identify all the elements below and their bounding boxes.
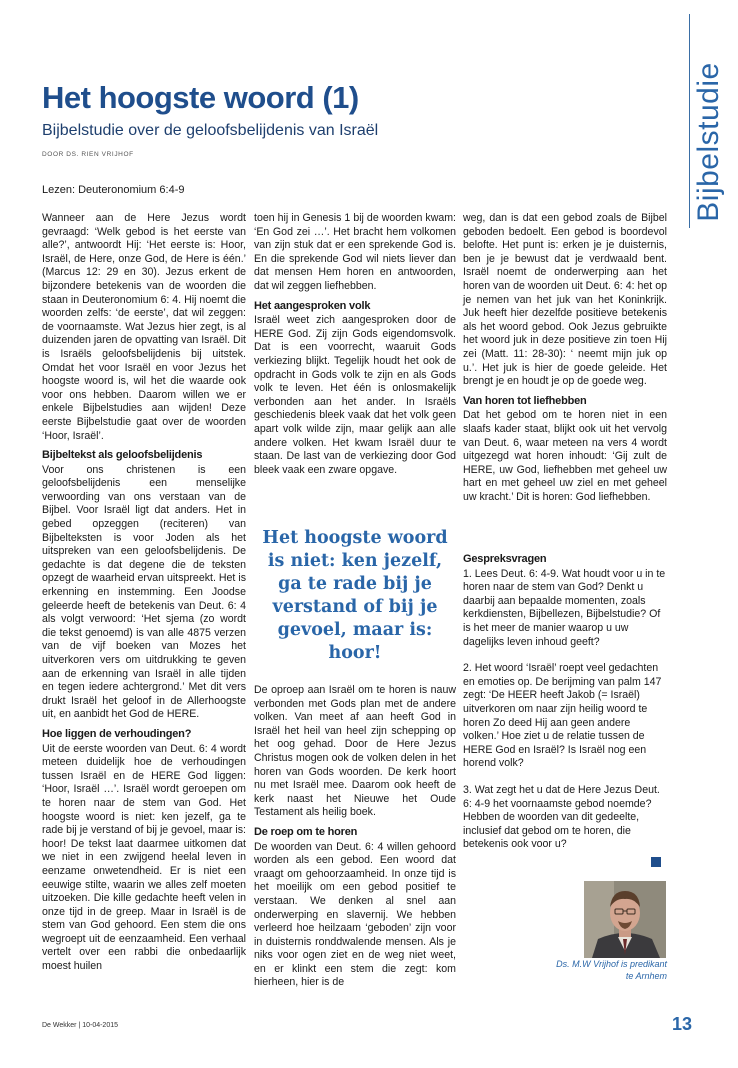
article-title: Het hoogste woord (1)	[42, 80, 359, 115]
discussion-questions	[463, 553, 667, 865]
photo-caption	[470, 959, 667, 982]
paragraph: weg, dan is dat een gebod zoals de Bijbel geboden bedoelt. Een gebod is boordevol belofte. Het punt is: erken je je duisternis, ben je je bewust dat je verdwaald bent. Israël noemt de onderwerping aan het horen van de woorden uit Deut. 6: 4: het op je nemen van het juk van het Koninkrijk. Juk heeft hier dezelfde positieve betekenis als het woord gebod. Ook Jezus gebruikte het woord juk in deze positieve zin toen Hij zei (Matt. 11: 28-30): ‘ neemt mijn juk op u.’. Het juk is hier de goede geleide. Het brengt je en houdt je op de goede weg.	[463, 212, 667, 388]
paragraph: toen hij in Genesis 1 bij de woorden kwam: ‘En God zei …’. Het bracht hem volkomen van zijn stuk dat er een sprekende God is. En die sprekende God wil niets liever dan dat mensen Hem horen en antwoorden, dat wil zeggen liefhebben.	[254, 212, 456, 292]
paragraph: De woorden van Deut. 6: 4 willen gehoord worden als een gebod. Een woord dat vraagt om gehoorzaamheid. In onze tijd is het moeilijk om een gebod positief te verstaan. We denken al snel aan onderwerping en slavernij. We hebben verleerd hoe heilzaam ‘geboden’ zijn voor in duisternis ronddwalende mensen. Als je niks voor ogen ziet en de weg niet weet, en er klinkt een stem die zegt: kom hierheen, hier is de	[254, 840, 456, 989]
column-2	[254, 212, 456, 477]
paragraph: Wanneer aan de Here Jezus wordt gevraagd: ‘Welk gebod is het eerste van alle?’, antwoordt Hij: ‘Het eerste is: Hoor, Israël, de Here, onze God, de Here is één.’ (Marcus 12: 29 en 30). Jezus erkent de bijzondere betekenis van de woorden die staan in Deuteronomium 6: 4. Hij noemt die woorden zelfs: ‘de eerste’, dat wil zeggen: de voornaamste. Wat Jezus hier zegt, is al duizenden jaren de opvatting van Israël. Dit is Israëls geloofsbelijdenis bij uitstek. Omdat het voor Israël en voor Jezus het hoogste woord is, wil het die waarde ook voor ons hebben. Daarom willen we er enkele Bijbelstudies aan wijden! Deze eerste Bijbelstudie gaat over de woorden ‘Hoor, Israël’.	[42, 212, 246, 442]
section-heading: De roep om te horen	[254, 825, 358, 838]
section-label: Bijbelstudie	[692, 62, 725, 222]
reading-reference: Lezen: Deuteronomium 6:4-9	[42, 184, 185, 196]
end-mark-icon	[651, 857, 661, 867]
paragraph: Israël weet zich aangesproken door de HERE God. Zij zijn Gods eigendomsvolk. Dat is een voorrecht, waaruit Gods verkiezing blijkt. Tegelijk houdt het ook de opdracht in Gods volk te zijn en als Gods volk te leven. Het één is onlosmakelijk verbonden aan het ander. In Israëls geschiedenis bleek vaak dat het volk geen apart volk wilde zijn, maar gelijk aan alle andere volken. Het kwam Israël duur te staan. De last van de verkiezing door God bleek vaak een zware opgave.	[254, 314, 456, 476]
paragraph: Dat het gebod om te horen niet in een slaafs kader staat, blijkt ook uit het vervolg van Deut. 6, waar meteen na vers 4 wordt uitgezegd wat horen inhoudt: ‘Gij zult de HERE, uw God, liefhebben met geheel uw hart en met geheel uw ziel en met geheel uw kracht.’ Dit is horen: God liefhebben.	[463, 409, 667, 503]
question-item: 2. Het woord ‘Israël’ roept veel gedachten en emoties op. De berijming van palm 147 zegt: ‘De HEER heeft Jakob (= Israël) uitverkoren om naar zijn heilig woord te horen Zo deed Hij aan geen andere volken.’ Hoe ziet u de relatie tussen de HERE God en Israël? Is Israël nog een horend volk?	[463, 662, 662, 770]
section-rule	[689, 14, 690, 228]
page-number: 13	[672, 1014, 693, 1034]
pull-quote: Het hoogste woord is niet: ken jezelf, ga te rade bij je verstand of bij je gevoel, maar is: hoor!	[262, 528, 448, 663]
column-3	[463, 212, 667, 504]
caption-line: te Arnhem	[625, 970, 667, 981]
section-heading: Het aangesproken volk	[254, 299, 371, 312]
paragraph: Voor ons christenen is een geloofsbelijdenis een menselijke verwoording van ons verstaan van de Bijbel. Voor Israël ligt dat anders. Het in gebed opzeggen (reciteren) van Bijbelteksten is voor Joden als het uitspreken van een geloofsbelijdenis. De gedachte is dat degene die de teksten opzegt de waarheid ervan uitspreekt. Het is erkenning en instemming. Een Joodse geleerde heeft de betekenis van Deut. 6: 4 als volgt verwoord: ‘Het sjema (zo wordt die tekst genoemd) is van alle 4875 verzen van de vijf boeken van Mozes het uitverkoren vers om uitdrukking te geven aan de erkenning van Israël in alle tijden en tegen iedere achtergrond.’ Met dit vers drukt Israël het geloof in de Allerhoogste uit, en aanbidt het God de HERE.	[42, 463, 246, 721]
paragraph: Uit de eerste woorden van Deut. 6: 4 wordt meteen duidelijk hoe de verhoudingen tussen Israël en de HERE God liggen: ‘Hoor, Israël …’. Israël wordt geroepen om te horen naar de stem van God. Het hoogste woord is niet: ken jezelf, ga te rade bij je verstand of bij je gevoel, maar is: hoor! De tekst laat daarmee uitkomen dat we niet in een zwijgend heelal leven in eenzame onwetendheid. Er is niet een eeuwige stilte, waarin we alles zelf moeten uitzoeken. Die kille gedachte heeft velen in onze tijd in de greep. Maar in Israël is de stem van God gehoord. Een stem die ons wegroept uit de eenzaamheid. Een verhaal vertelt over een rabbi die onbedaarlijk moest huilen	[42, 742, 246, 973]
footer-publication: De Wekker | 10-04-2015	[42, 1022, 119, 1029]
article-subtitle: Bijbelstudie over de geloofsbelijdenis van Israël	[42, 122, 379, 139]
section-heading: Hoe liggen de verhoudingen?	[42, 727, 192, 740]
question-item: 3. Wat zegt het u dat de Here Jezus Deut. 6: 4-9 het voornaamste gebod noemde? Hebben de woorden van dit gedeelte, inclusief dat gebod om te horen, die betekenis ook voor u?	[463, 783, 660, 851]
author-photo	[584, 881, 666, 958]
question-list	[463, 568, 667, 852]
section-heading: Van horen tot liefhebben	[463, 394, 587, 407]
column-2-continued	[254, 684, 456, 990]
section-heading: Bijbeltekst als geloofsbelijdenis	[42, 449, 203, 462]
section-heading: Gespreksvragen	[463, 553, 547, 565]
question-item: 1. Lees Deut. 6: 4-9. Wat houdt voor u in te horen naar de stem van God? Denkt u daarbij aan bepaalde momenten, zoals kerkdiensten, Bijbellezen, Bijbelstudie? Of is het meer de manier waarop u uw dagelijks leven inhoud geeft?	[463, 567, 666, 648]
author-portrait-icon	[584, 881, 666, 958]
column-1	[42, 212, 246, 974]
author-byline: DOOR DS. RIEN VRIJHOF	[42, 151, 134, 158]
paragraph: De oproep aan Israël om te horen is nauw verbonden met Gods plan met de andere volken. Van meet af aan heeft God in Israël het heil van heel zijn schepping op het oog gehad. Door de Here Jezus Christus mogen ook de volken delen in het horen van Gods woorden. De kerk hoort nu met Israël mee. Daarom ook heeft de kerk naast het Nieuwe het Oude Testament als heilig boek.	[254, 684, 456, 819]
caption-line: Ds. M.W Vrijhof is predikant	[556, 959, 667, 969]
